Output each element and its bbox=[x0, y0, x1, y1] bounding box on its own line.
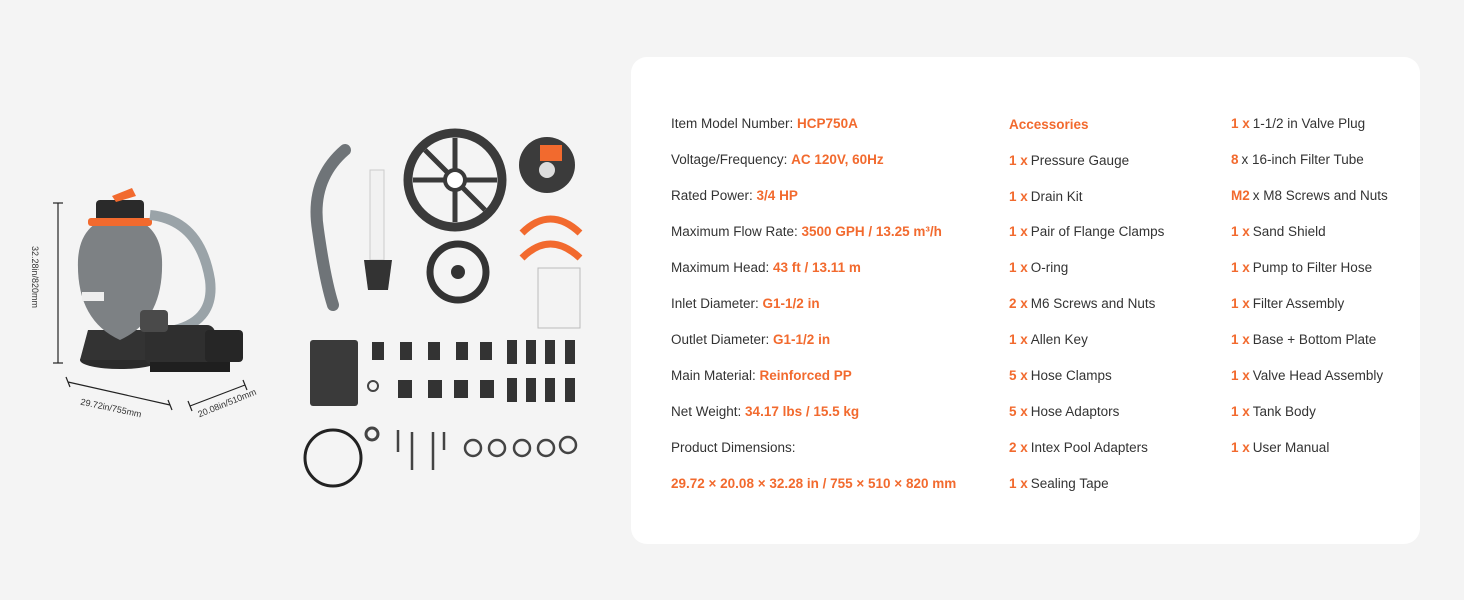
accessory-qty: 1 x bbox=[1231, 116, 1250, 131]
spec-row-outlet bbox=[671, 331, 830, 349]
spec-value: 3/4 HP bbox=[756, 188, 798, 203]
accessory-item bbox=[1009, 403, 1119, 421]
spec-value: 43 ft / 13.11 m bbox=[773, 260, 861, 275]
accessory-name: Sealing Tape bbox=[1030, 476, 1109, 491]
accessory-name: Tank Body bbox=[1252, 404, 1316, 419]
accessory-name: Filter Assembly bbox=[1252, 296, 1345, 311]
spec-value: AC 120V, 60Hz bbox=[791, 152, 884, 167]
accessory-name: 1-1/2 in Valve Plug bbox=[1252, 116, 1366, 131]
accessories-title: Accessories bbox=[1009, 117, 1089, 132]
accessory-name: Hose Clamps bbox=[1030, 368, 1112, 383]
accessory-item bbox=[1231, 115, 1365, 133]
spec-row-inlet bbox=[671, 295, 820, 313]
accessory-name: x 16-inch Filter Tube bbox=[1241, 152, 1364, 167]
accessory-qty: 1 x bbox=[1009, 476, 1028, 491]
accessory-name: Pump to Filter Hose bbox=[1252, 260, 1373, 275]
product-images bbox=[0, 0, 620, 600]
accessory-qty: 8 bbox=[1231, 152, 1239, 167]
accessory-qty: 1 x bbox=[1231, 224, 1250, 239]
spec-label: Voltage/Frequency: bbox=[671, 152, 792, 167]
spec-row-head bbox=[671, 259, 861, 277]
accessory-item bbox=[1231, 403, 1316, 421]
spec-value: Reinforced PP bbox=[759, 368, 852, 383]
spec-value: 3500 GPH / 13.25 m³/h bbox=[801, 224, 942, 239]
accessory-qty: 1 x bbox=[1009, 189, 1028, 204]
accessory-name: User Manual bbox=[1252, 440, 1330, 455]
width-dimension-label: 20.08in/510mm bbox=[196, 386, 258, 420]
accessory-item bbox=[1009, 152, 1129, 170]
accessory-item bbox=[1231, 367, 1383, 385]
accessory-qty: M2 bbox=[1231, 188, 1250, 203]
accessory-item bbox=[1009, 295, 1155, 313]
accessory-name: M6 Screws and Nuts bbox=[1030, 296, 1156, 311]
spec-row-power bbox=[671, 187, 798, 205]
accessory-name: Pressure Gauge bbox=[1030, 153, 1130, 168]
height-dimension-label: 32.28in/820mm bbox=[30, 245, 41, 309]
accessory-qty: 1 x bbox=[1009, 153, 1028, 168]
accessory-item bbox=[1231, 295, 1344, 313]
accessory-name: Base + Bottom Plate bbox=[1252, 332, 1377, 347]
spec-label: Maximum Head: bbox=[671, 260, 774, 275]
accessory-qty: 2 x bbox=[1009, 296, 1028, 311]
accessory-item bbox=[1009, 367, 1112, 385]
spec-label: Maximum Flow Rate: bbox=[671, 224, 802, 239]
length-dimension-label: 29.72in/755mm bbox=[79, 396, 143, 420]
spec-label: Item Model Number: bbox=[671, 116, 798, 131]
accessory-name: x M8 Screws and Nuts bbox=[1252, 188, 1388, 203]
spec-row-material bbox=[671, 367, 852, 385]
accessory-item bbox=[1009, 259, 1068, 277]
spec-label: Main Material: bbox=[671, 368, 760, 383]
accessory-name: Intex Pool Adapters bbox=[1030, 440, 1148, 455]
accessory-name: Drain Kit bbox=[1030, 189, 1083, 204]
spec-row-dimensions-value: 29.72 × 20.08 × 32.28 in / 755 × 510 × 820 mm bbox=[671, 476, 957, 491]
accessory-name: Valve Head Assembly bbox=[1252, 368, 1384, 383]
product-illustration bbox=[0, 0, 620, 600]
accessory-item bbox=[1231, 439, 1329, 457]
accessory-qty: 1 x bbox=[1009, 260, 1028, 275]
spec-value: G1-1/2 in bbox=[773, 332, 831, 347]
accessory-qty: 5 x bbox=[1009, 368, 1028, 383]
spec-value: G1-1/2 in bbox=[762, 296, 820, 311]
spec-card bbox=[631, 57, 1420, 544]
spec-value: HCP750A bbox=[797, 116, 858, 131]
accessory-qty: 1 x bbox=[1231, 332, 1250, 347]
spec-row-flow-rate bbox=[671, 223, 942, 241]
accessory-item bbox=[1231, 259, 1372, 277]
accessory-item bbox=[1231, 331, 1376, 349]
accessory-item bbox=[1009, 475, 1109, 493]
spec-label: Product Dimensions: bbox=[671, 440, 796, 455]
accessory-item bbox=[1231, 151, 1364, 169]
accessory-name: Allen Key bbox=[1030, 332, 1088, 347]
spec-label: Outlet Diameter: bbox=[671, 332, 774, 347]
accessory-item bbox=[1231, 223, 1326, 241]
accessory-qty: 1 x bbox=[1231, 440, 1250, 455]
spec-label: Inlet Diameter: bbox=[671, 296, 763, 311]
spec-label: Net Weight: bbox=[671, 404, 746, 419]
accessory-name: O-ring bbox=[1030, 260, 1069, 275]
accessory-name: Pair of Flange Clamps bbox=[1030, 224, 1165, 239]
accessory-qty: 1 x bbox=[1009, 224, 1028, 239]
spec-row-model bbox=[671, 115, 858, 133]
spec-row-weight bbox=[671, 403, 859, 421]
spec-label: Rated Power: bbox=[671, 188, 757, 203]
accessory-qty: 1 x bbox=[1231, 368, 1250, 383]
accessory-item bbox=[1009, 223, 1164, 241]
accessory-name: Sand Shield bbox=[1252, 224, 1326, 239]
accessory-item bbox=[1009, 439, 1148, 457]
accessory-qty: 5 x bbox=[1009, 404, 1028, 419]
accessory-item bbox=[1009, 188, 1083, 206]
accessory-item bbox=[1009, 331, 1088, 349]
accessory-qty: 1 x bbox=[1231, 260, 1250, 275]
accessory-qty: 1 x bbox=[1231, 404, 1250, 419]
spec-row-dimensions-label bbox=[671, 439, 796, 457]
accessory-qty: 2 x bbox=[1009, 440, 1028, 455]
spec-row-voltage bbox=[671, 151, 884, 169]
accessory-name: Hose Adaptors bbox=[1030, 404, 1120, 419]
spec-value: 34.17 lbs / 15.5 kg bbox=[745, 404, 860, 419]
accessory-qty: 1 x bbox=[1231, 296, 1250, 311]
accessory-item bbox=[1231, 187, 1388, 205]
accessory-qty: 1 x bbox=[1009, 332, 1028, 347]
